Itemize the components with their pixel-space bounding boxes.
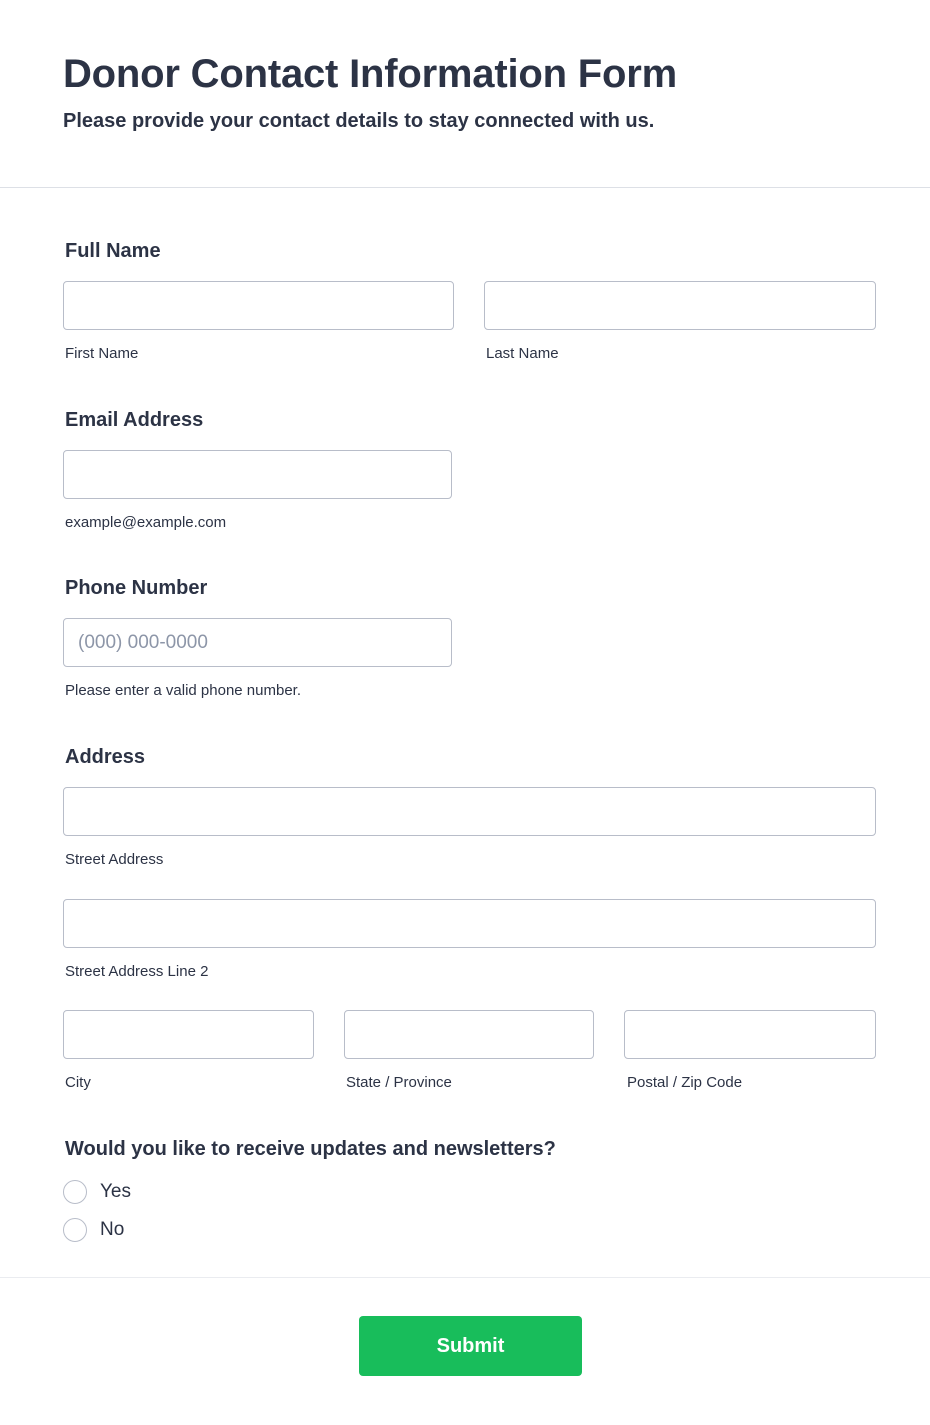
last-name-input[interactable] <box>484 281 876 330</box>
footer-divider <box>0 1277 930 1278</box>
radio-label-no: No <box>100 1219 125 1240</box>
street-address-line2-sublabel: Street Address Line 2 <box>65 963 209 980</box>
street-address-sublabel: Street Address <box>65 851 164 868</box>
address-label: Address <box>65 746 146 768</box>
page-subtitle: Please provide your contact details to stay connected with us. <box>63 110 655 132</box>
radio-button-no[interactable] <box>63 1218 87 1242</box>
page-title: Donor Contact Information Form <box>63 52 677 96</box>
radio-label-yes: Yes <box>100 1181 131 1202</box>
form-header <box>0 0 930 188</box>
street-address-input[interactable] <box>63 787 876 836</box>
last-name-sublabel: Last Name <box>486 345 559 362</box>
phone-label: Phone Number <box>65 577 208 599</box>
zip-code-sublabel: Postal / Zip Code <box>627 1074 743 1091</box>
street-address-line2-input[interactable] <box>63 899 876 948</box>
submit-button[interactable]: Submit <box>359 1316 582 1376</box>
newsletter-question: Would you like to receive updates and newsletters? <box>65 1138 556 1160</box>
email-input[interactable] <box>63 450 452 499</box>
first-name-input[interactable] <box>63 281 454 330</box>
full-name-label: Full Name <box>65 240 161 262</box>
state-input[interactable] <box>344 1010 594 1059</box>
email-label: Email Address <box>65 409 204 431</box>
phone-sublabel: Please enter a valid phone number. <box>65 682 301 699</box>
phone-input[interactable] <box>63 618 452 667</box>
newsletter-option-no[interactable] <box>63 1217 124 1243</box>
newsletter-option-yes[interactable] <box>63 1179 131 1205</box>
state-sublabel: State / Province <box>346 1074 452 1091</box>
first-name-sublabel: First Name <box>65 345 139 362</box>
radio-button-yes[interactable] <box>63 1180 87 1204</box>
zip-code-input[interactable] <box>624 1010 876 1059</box>
email-sublabel: example@example.com <box>65 514 227 531</box>
city-sublabel: City <box>65 1074 91 1091</box>
city-input[interactable] <box>63 1010 314 1059</box>
